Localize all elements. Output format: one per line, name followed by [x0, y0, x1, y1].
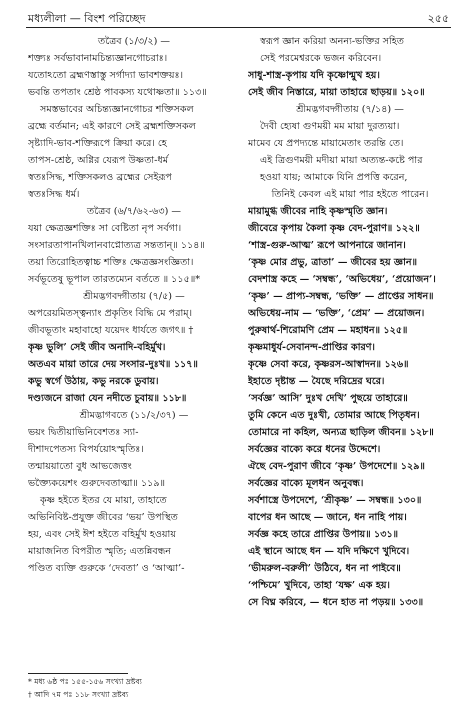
- left-text-line: স্বতঃসিদ্ধ, শক্তিসকলও ব্রহ্মের সেইরূপ: [28, 172, 172, 183]
- left-text-line: তন্মায়য়াতো বুধ আভজেত্তং: [28, 461, 132, 472]
- footnote-1: * মধ্য ৬ষ্ঠ পঃ ১৫৫-১৫৬ সংখ্যা দ্রষ্টব্য: [28, 677, 142, 686]
- right-text-line: জীবেরে কৃপায় কৈলা কৃষ্ণ বেদ-পুরাণ॥ ১২২॥: [248, 223, 420, 234]
- left-text-line: তাপস-শ্রেষ্ঠ, অগ্নির যেরূপ উষ্ণতা-ধর্ম: [28, 155, 169, 166]
- left-text-line: পণ্ডিত ব্যক্তি গুরুকে ‘দেবতা’ ও ‘আত্মা’-: [28, 563, 185, 574]
- right-text-line: ঐছে বেদ-পুরাণ জীবে ‘কৃষ্ণ’ উপদেশে॥ ১২৯॥: [248, 461, 425, 472]
- right-text-line: ‘কৃষ্ণ’ — প্রাপ্য-সম্বন্ধ, ‘ভক্তি’ — প্রাপ্তের সাধন॥: [248, 291, 434, 302]
- footnote-2: † আদি ৭ম পঃ ১১৮ সংখ্যা দ্রষ্টব্য: [28, 690, 129, 699]
- footnote-rule: [28, 673, 128, 674]
- right-text-line: সেই জীব নিস্তারে, মায়া তাহারে ছাড়য়॥ ১২০॥: [248, 87, 425, 98]
- right-text-line: শ্রীমদ্ভগবদ্গীতায় (৭/১৪) —: [296, 104, 404, 115]
- header-rule: [26, 27, 451, 28]
- left-text-line: তত্রৈব (৬/৭/৬২-৬৩) —: [87, 206, 181, 217]
- right-text-line: মামেব যে প্রপদ্যন্তে মায়ামেতাং তরন্তি তে।: [248, 138, 404, 149]
- left-text-line: শ্রীমদ্ভগবদ্গীতায় (৭/৫) —: [83, 291, 185, 302]
- left-text-line: কৃষ্ণ হইতে ইতর যে মায়া, তাহাতে: [40, 495, 167, 506]
- right-text-line: সর্বজ্ঞ কহে তারে প্রাপ্তির উপায়॥ ১৩১॥: [248, 529, 399, 540]
- right-text-line: ‘শাস্ত্র-গুরু-আত্ম’ রূপে আপনারে জানান।: [248, 240, 406, 251]
- left-text-line: ভয়ং দ্বিতীয়াভিনিবেশতঃ স্যা-: [28, 427, 139, 438]
- right-text-line: ‘কৃষ্ণ মোর প্রভু, ত্রাতা’ — জীবের হয় জ্ঞান॥: [248, 257, 418, 268]
- left-text-line: অতএব মায়া তারে দেয় সংসার-দুঃখ॥ ১১৭॥: [28, 359, 198, 370]
- left-text-line: কভু স্বর্গে উঠায়, কভু নরকে ডুবায়।: [28, 376, 159, 387]
- left-text-line: সমস্তভাবের অচিন্ত্যজ্ঞানগোচর শক্তিসকল: [40, 104, 194, 115]
- left-text-line: শক্ত্যঃ সর্বভাবানামচিন্ত্যজ্ঞানগোচরাঃ।: [28, 53, 168, 64]
- right-text-line: পুরুষার্থ-শিরোমণি প্রেম — মহাধন॥ ১২৫॥: [248, 325, 408, 336]
- page-number: ২৫৫: [427, 12, 449, 25]
- right-text-line: সর্বজ্ঞের বাক্যে করে ধনের উদ্দেশে।: [248, 444, 381, 455]
- left-text-line: শ্রীমদ্ভাগবতে (১১/২/৩৭) —: [79, 410, 189, 421]
- right-text-line: বাপের ধন আছে — জানে, ধন নাহি পায়।: [248, 512, 407, 523]
- left-text-line: মায়াজনিত বিপরীত স্মৃতি; এতন্নিবন্ধন: [28, 546, 172, 557]
- left-text-line: অপরেয়মিতস্ত্বন্যাং প্রকৃতিং বিদ্ধি মে পরাম্।: [28, 308, 193, 319]
- left-text-line: যয়া ক্ষেত্রজ্ঞশক্তিঃ সা বেষ্টিতা নৃপ সর্বগা।: [28, 223, 182, 234]
- left-column: [28, 33, 240, 577]
- right-text-line: হওয়া যায়; আমাকে যিনি প্রপত্তি করেন,: [260, 172, 408, 183]
- right-text-line: অভিধেয়-নাম — ‘ভক্তি’, ‘প্রেম’ — প্রয়োজন।: [248, 308, 425, 319]
- left-text-line: তত্রৈব (১/৩/২) —: [98, 36, 170, 47]
- left-text-line: দীশাদপেতস্য বিপর্যয়োঽস্মৃতিঃ।: [28, 444, 144, 455]
- right-text-line: দৈবী হ্যেষা গুণময়ী মম মায়া দুরত্যয়া।: [260, 121, 400, 132]
- right-text-line: তিনিই কেবল এই মায়া পার হইতে পারেন।: [271, 189, 429, 200]
- left-text-line: ভক্ত্যৈকয়েশং গুরুদেবতাত্মা॥ ১১৯॥: [28, 478, 166, 489]
- right-text-line: বেদশাস্ত্র কহে — ‘সম্বন্ধ’, ‘অভিধেয়’, ‘প্রয়োজন’।: [248, 274, 436, 285]
- right-text-line: তুমি কেনে এত দুঃখী, তোমার আছে পিতৃধন।: [248, 410, 420, 421]
- right-text-line: কৃষ্ণমাধুর্য-সেবানন্দ-প্রাপ্তির কারণ।: [248, 342, 375, 353]
- right-text-line: এই ত্রিগুণময়ী মদীয়া মায়া অত্যন্ত-কষ্টে পার: [260, 155, 423, 166]
- left-text-line: হয়, এবং সেই ঈশ হইতে বহির্মুখ হওয়ায়: [28, 529, 176, 540]
- left-text-line: অভিনিবিষ্ট-প্রযুক্ত জীবের ‘ভয়’ উপস্থিত: [28, 512, 178, 523]
- right-text-line: ‘সর্বজ্ঞ’ আসি’ দুঃখ দেখি’ পুছয়ে তাহারে॥: [248, 393, 408, 404]
- running-header-title: মধ্যলীলা — বিংশ পরিচ্ছেদ: [28, 12, 146, 25]
- left-text-line: জীবভূতাং মহাবাহো যয়েদং ধার্যতে জগৎ॥ †: [28, 325, 194, 336]
- left-text-line: কৃষ্ণ ভুলি’ সেই জীব অনাদি-বহির্মুখ।: [28, 342, 166, 353]
- right-text-line: মায়ামুগ্ধ জীবের নাহি কৃষ্ণস্মৃতি জ্ঞান।: [248, 206, 388, 217]
- right-text-line: তোমারে না কহিল, অন্যত্র ছাড়িল জীবন॥ ১২৮॥: [248, 427, 434, 438]
- left-text-line: তয়া তিরোহিতত্বাচ্চ শক্তিঃ ক্ষেত্রজ্ঞসংজ্ঞিতা।: [28, 257, 194, 268]
- left-text-line: সংসারতাপানখিলানবাপ্নোত্যত্র সন্ততান্॥ ১১৪॥: [28, 240, 205, 251]
- right-text-line: সেই পরমেশ্বরকে ভজন করিবেন।: [260, 53, 382, 64]
- left-text-line: সর্বভূতেষু ভূপাল তারতম্যেন বর্ততে ॥ ১১৫॥*: [28, 274, 201, 285]
- left-text-line: ভবন্তি তপতাং শ্রেষ্ঠ পাবকস্য যথোষ্ণতা॥ ১১৩॥: [28, 87, 207, 98]
- right-text-line: কৃষ্ণে সেবা করে, কৃষ্ণরস-আস্বাদন॥ ১২৬॥: [248, 359, 409, 370]
- left-text-line: স্বতঃসিদ্ধ ধর্ম।: [28, 189, 80, 200]
- right-text-line: ‘ভীমরুল-বরুলী’ উঠিবে, ধন না পাইবে॥: [248, 563, 401, 574]
- right-text-line: ইহাতে দৃষ্টান্ত — যৈছে দরিদ্রের ঘরে।: [248, 376, 385, 387]
- left-text-line: যতোঽতো ব্রহ্মণস্তাস্তু সর্গাদ্যা ভাবশক্তয়ঃ।: [28, 70, 184, 81]
- right-text-line: সাধু-শাস্ত্র-কৃপায় যদি কৃষ্ণোন্মুখ হয়।: [248, 70, 380, 81]
- right-text-line: সর্বশাস্ত্রে উপদেশে, ‘শ্রীকৃষ্ণ’ — সম্বন্ধ॥ ১৩০॥: [248, 495, 422, 506]
- left-text-line: ব্রহ্মে বর্তমান; এই কারণে সেই ব্রহ্মশক্তিসকল: [28, 121, 196, 132]
- right-column: [248, 33, 452, 611]
- left-text-line: দণ্ড্যজনে রাজা যেন নদীতে চুবায়॥ ১১৮॥: [28, 393, 187, 404]
- right-text-line: সে বিঘ্ন করিবে, — ধনে হাত না পড়য়॥ ১৩৩॥: [248, 597, 424, 608]
- right-text-line: সর্বজ্ঞের বাক্যে মূলধন অনুবন্ধ।: [248, 478, 364, 489]
- right-text-line: স্বরূপ জ্ঞান করিয়া অনন্য-ভক্তির সহিত: [260, 36, 404, 47]
- right-text-line: ‘পশ্চিমে’ খুদিবে, তাহা ‘যক্ষ’ এক হয়।: [248, 580, 390, 591]
- left-text-line: সৃষ্ট্যাদি-ভাব-শক্তিরূপে ক্রিয়া করে। হে: [28, 138, 167, 149]
- right-text-line: এই স্থানে আছে ধন — যদি দক্ষিণে খুদিবে।: [248, 546, 410, 557]
